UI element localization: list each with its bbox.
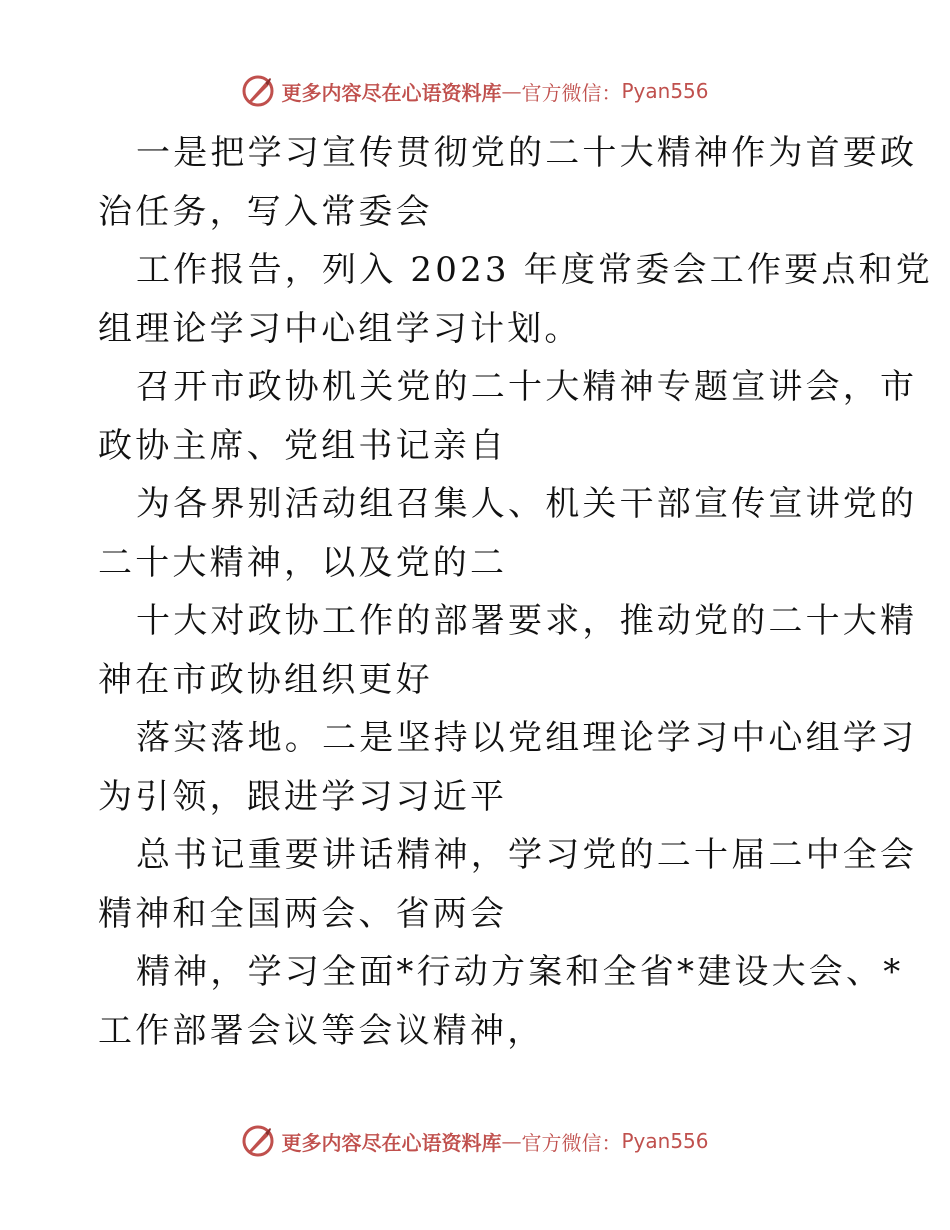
watermark-main-text: 更多内容尽在心语资料库: [281, 1130, 502, 1155]
text-line: 精神，学习全面*行动方案和全省*建设大会、*: [136, 952, 904, 992]
watermark-main-text: 更多内容尽在心语资料库: [281, 80, 502, 105]
watermark-wechat-label: 官方微信：: [521, 80, 622, 105]
watermark-wechat-id: Pyan556: [621, 1129, 709, 1153]
text-line: 二十大精神，以及党的二: [98, 542, 508, 583]
watermark-wechat-label: 官方微信：: [521, 1130, 622, 1155]
document-body: [98, 124, 933, 1060]
text-line: 为各界别活动组召集人、机关干部宣传宣讲党的: [136, 484, 918, 524]
text-line: 工作报告，列入 2023 年度常委会工作要点和党: [136, 250, 933, 290]
header-watermark: [0, 71, 950, 111]
watermark-dash: —: [501, 1129, 522, 1153]
footer-watermark: [0, 1121, 950, 1161]
text-line: 一是把学习宣传贯彻党的二十大精神作为首要政: [136, 133, 918, 173]
watermark-wechat-id: Pyan556: [621, 79, 709, 103]
text-line: 工作部署会议等会议精神，: [98, 1010, 545, 1051]
text-line: 落实落地。二是坚持以党组理论学习中心组学习: [136, 718, 918, 758]
text-line: 召开市政协机关党的二十大精神专题宣讲会，市: [136, 367, 918, 407]
text-line: 十大对政协工作的部署要求，推动党的二十大精: [136, 601, 918, 641]
text-line: 治任务，写入常委会: [98, 191, 433, 232]
text-line: 政协主席、党组书记亲自: [98, 425, 508, 466]
text-line: 神在市政协组织更好: [98, 659, 433, 700]
quill-pen-circle-icon: [241, 1124, 275, 1158]
text-line: 为引领，跟进学习习近平: [98, 776, 508, 817]
text-line: 总书记重要讲话精神，学习党的二十届二中全会: [136, 835, 918, 875]
text-line: 组理论学习中心组学习计划。: [98, 308, 582, 349]
quill-pen-circle-icon: [241, 74, 275, 108]
watermark-dash: —: [501, 79, 522, 103]
text-line: 精神和全国两会、省两会: [98, 893, 508, 934]
